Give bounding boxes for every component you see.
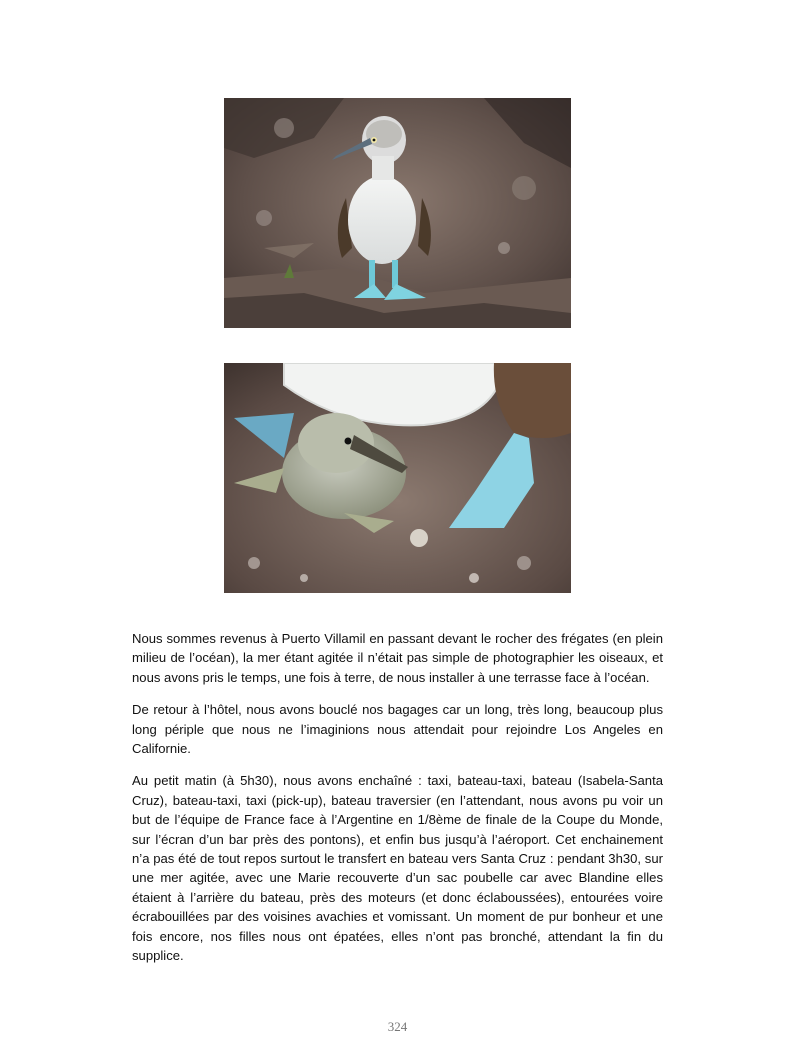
article-text xyxy=(132,629,663,979)
page-number: 324 xyxy=(387,1019,408,1034)
photo-blue-footed-booby xyxy=(224,98,571,328)
photo-booby-chick xyxy=(224,363,571,593)
booby-chick-illustration xyxy=(224,363,571,593)
paragraph-1: Nous sommes revenus à Puerto Villamil en passant devant le rocher des frégates (en plein milieu de l’océan), la mer étant agitée il n’était pas simple de photographier les oiseaux, et nous avons pris le temps, une fois à terre, de nous installer à une terrasse face à l’océan. xyxy=(132,631,663,685)
paragraph-3: Au petit matin (à 5h30), nous avons enchaîné : taxi, bateau-taxi, bateau (Isabela-Santa Cruz), bateau-taxi, taxi (pick-up), bateau traversier (en l’attendant, nous avons pu voir un but de l’équipe de France face à l’Argentine en 1/8ème de finale de la Coupe du Monde, sur l’écran d’un bar près des pontons), et enfin bus jusqu’à l’aéroport. Cet enchainement n’a pas été de tout repos surtout le transfert en bateau vers Santa Cruz : pendant 3h30, sur une mer agitée, avec une Marie recouverte d’un sac poubelle car avec Blandine elles étaient à l’arrière du bateau, près des moteurs (et donc éclaboussées), entourées voire écrabouillées par des voisines avachies et vomissant. Un moment de pur bonheur et une fois encore, nos filles nous ont épatées, elles n’ont pas bronché, attendant la fin du supplice. xyxy=(132,773,663,964)
paragraph-2: De retour à l’hôtel, nous avons bouclé nos bagages car un long, très long, beaucoup plus long périple que nous ne l’imaginions nous attendait pour rejoindre Los Angeles en Californie. xyxy=(132,702,663,757)
blue-footed-booby-illustration xyxy=(224,98,571,328)
